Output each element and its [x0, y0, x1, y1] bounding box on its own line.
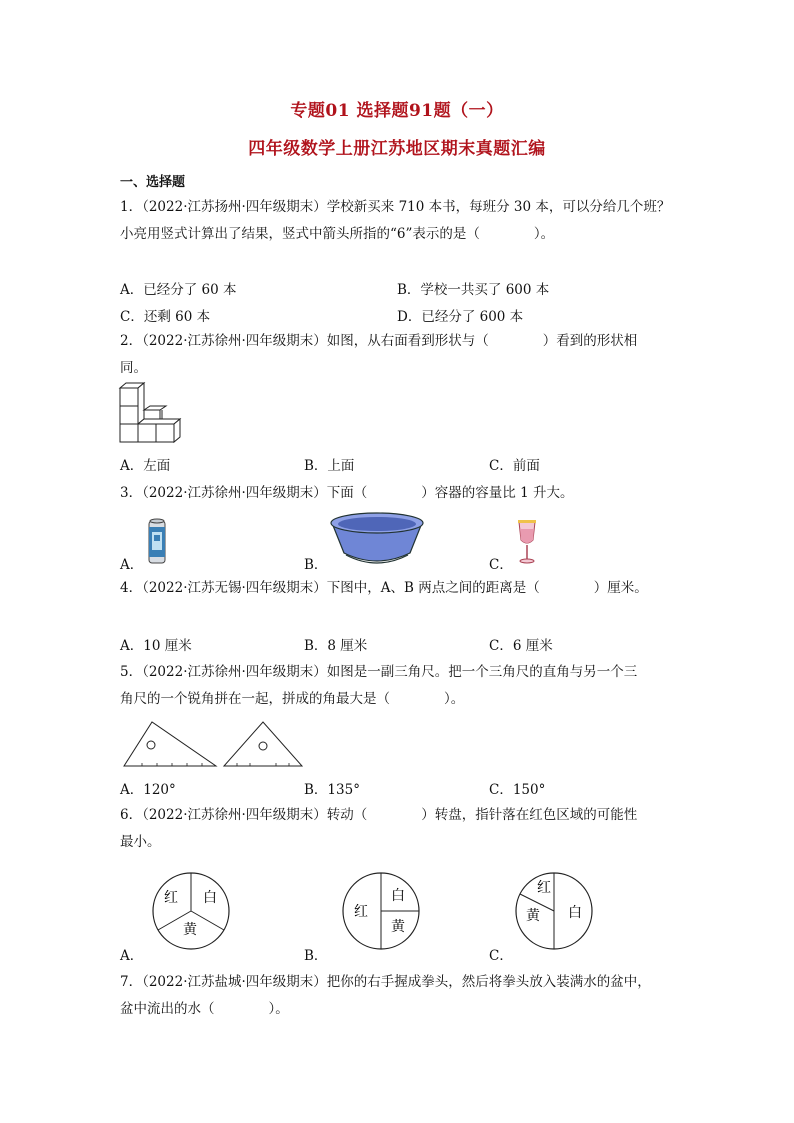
q2-option-b[interactable]: B．上面 — [304, 458, 355, 474]
q6-option-b[interactable]: B． — [304, 948, 328, 964]
spinner-b-red-label: 红 — [354, 904, 368, 920]
question-2-line2: 同。 — [120, 360, 147, 376]
question-3 — [120, 480, 680, 507]
doc-subtitle: 四年级数学上册江苏地区期末真题汇编 — [248, 139, 546, 159]
wine-glass-image — [516, 520, 538, 566]
q1-option-b[interactable]: B．学校一共买了 600 本 — [397, 282, 550, 298]
question-1-line1: 1．（2022·江苏扬州·四年级期末）学校新买来 710 本书，每班分 30 本，可以分给几个班？ — [120, 199, 671, 215]
spinner-a-red-label: 红 — [164, 890, 178, 906]
q3-option-c[interactable]: C． — [489, 557, 513, 573]
question-4 — [120, 575, 680, 602]
q2-option-a[interactable]: A．左面 — [120, 458, 171, 474]
question-5-line2: 角尺的一个锐角拼在一起，拼成的角最大是（ ）。 — [120, 691, 465, 707]
spinner-b-white-label: 白 — [391, 888, 405, 904]
basin-image — [326, 509, 428, 565]
doc-title: 专题01 选择题91题（一） — [290, 101, 504, 121]
spinner-a — [150, 870, 232, 952]
q3-option-a[interactable]: A． — [120, 557, 144, 573]
spinner-c-yellow-label: 黄 — [526, 908, 540, 924]
spinner-b — [340, 870, 422, 952]
q5-option-a[interactable]: A．120° — [120, 782, 176, 798]
spinner-c-white-label: 白 — [568, 905, 582, 921]
drink-can-image — [146, 517, 168, 565]
q1-option-c[interactable]: C．还剩 60 本 — [120, 309, 211, 325]
cube-stack-figure — [118, 386, 188, 446]
question-5-line1: 5．（2022·江苏徐州·四年级期末）如图是一副三角尺。把一个三角尺的直角与另一个三 — [120, 664, 638, 680]
q4-option-b[interactable]: B．8 厘米 — [304, 638, 368, 654]
question-7-line1: 7．（2022·江苏盐城·四年级期末）把你的右手握成拳头，然后将拳头放入装满水的盆中， — [120, 974, 651, 990]
question-1-line2: 小亮用竖式计算出了结果，竖式中箭头所指的“6”表示的是（ ）。 — [120, 226, 555, 242]
question-5 — [120, 659, 680, 713]
q4-option-a[interactable]: A．10 厘米 — [120, 638, 192, 654]
question-1 — [120, 194, 680, 248]
question-6-line1: 6．（2022·江苏徐州·四年级期末）转动（ ）转盘，指针落在红色区域的可能性 — [120, 807, 638, 823]
section-heading: 一、选择题 — [120, 175, 186, 190]
question-6 — [120, 802, 680, 856]
spinner-c — [513, 870, 595, 952]
question-7-line2: 盆中流出的水（ ）。 — [120, 1001, 289, 1017]
question-2 — [120, 328, 680, 382]
question-2-line1: 2．（2022·江苏徐州·四年级期末）如图，从右面看到形状与（ ）看到的形状相 — [120, 333, 638, 349]
q6-option-a[interactable]: A． — [120, 948, 144, 964]
question-4-line1: 4．（2022·江苏无锡·四年级期末）下图中，A、B 两点之间的距离是（ ）厘米。 — [120, 580, 648, 596]
question-6-line2: 最小。 — [120, 834, 161, 850]
question-3-line1: 3．（2022·江苏徐州·四年级期末）下面（ ）容器的容量比 1 升大。 — [120, 485, 574, 501]
q4-option-c[interactable]: C．6 厘米 — [489, 638, 553, 654]
spinner-a-white-label: 白 — [203, 890, 217, 906]
q5-option-c[interactable]: C．150° — [489, 782, 546, 798]
spinner-c-red-label: 红 — [537, 880, 551, 896]
q5-option-b[interactable]: B．135° — [304, 782, 360, 798]
q6-option-c[interactable]: C． — [489, 948, 513, 964]
set-square-figure — [122, 716, 302, 772]
q3-option-b[interactable]: B． — [304, 557, 328, 573]
question-7 — [120, 969, 680, 1023]
spinner-a-yellow-label: 黄 — [183, 922, 197, 938]
q1-option-a[interactable]: A．已经分了 60 本 — [120, 282, 237, 298]
q2-option-c[interactable]: C．前面 — [489, 458, 540, 474]
q1-option-d[interactable]: D．已经分了 600 本 — [397, 309, 524, 325]
spinner-b-yellow-label: 黄 — [391, 919, 405, 935]
